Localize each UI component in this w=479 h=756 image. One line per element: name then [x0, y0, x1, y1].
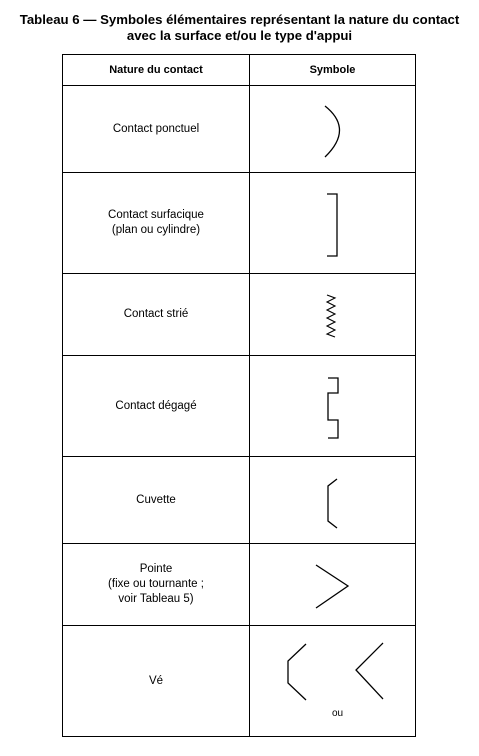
symbol-cell — [250, 457, 416, 544]
nature-line: Contact strié — [123, 308, 189, 320]
symbol-cell — [250, 173, 416, 274]
table-row — [63, 626, 416, 737]
table-row — [63, 544, 416, 626]
table-row — [63, 274, 416, 356]
table-row — [63, 356, 416, 457]
nature-cell — [63, 86, 250, 173]
nature-cell — [63, 356, 250, 457]
nature-line: Vé — [148, 674, 164, 687]
symbol-cell — [250, 86, 416, 173]
truncated-vee-icon — [288, 644, 306, 700]
table-row — [63, 457, 416, 544]
nature-line: (plan ou cylindre) — [111, 224, 201, 236]
point-contact-arc-icon — [250, 86, 416, 172]
relieved-contact-stepped-icon — [250, 356, 416, 456]
table-row — [63, 86, 416, 173]
title-line-1: Tableau 6 — Symboles élémentaires représentant la nature du contact — [19, 12, 460, 27]
symbol-table — [62, 54, 416, 737]
title-line-2: avec la surface et/ou le type d'appui — [126, 28, 353, 43]
table-title — [0, 12, 479, 44]
header-symbole: Symbole — [250, 55, 416, 86]
nature-line: Contact dégagé — [115, 399, 197, 412]
nature-cell — [63, 544, 250, 626]
nature-line: Cuvette — [136, 493, 176, 506]
nature-cell — [63, 274, 250, 356]
nature-cell — [63, 457, 250, 544]
symbol-cell — [250, 274, 416, 356]
surface-contact-bracket-icon — [250, 173, 416, 273]
symbol-cell — [250, 544, 416, 626]
nature-line: (fixe ou tournante ; — [108, 578, 204, 590]
symbol-cell — [250, 626, 416, 737]
separator-ou: ou — [332, 708, 344, 719]
table-row — [63, 173, 416, 274]
symbol-cell — [250, 356, 416, 457]
nature-cell — [63, 173, 250, 274]
nature-line: Contact surfacique — [108, 209, 204, 221]
nature-line: Pointe — [139, 563, 173, 575]
nature-line: voir Tableau 5) — [118, 593, 194, 605]
nature-line: Contact ponctuel — [112, 122, 200, 135]
nature-cell — [63, 626, 250, 737]
header-row — [63, 55, 416, 86]
vee-pair-icon — [250, 626, 416, 736]
cup-chamfered-bracket-icon — [250, 457, 416, 543]
vee-icon — [356, 643, 383, 699]
striated-contact-zigzag-icon — [250, 274, 416, 355]
point-angle-icon — [250, 544, 416, 625]
header-nature: Nature du contact — [63, 55, 250, 86]
